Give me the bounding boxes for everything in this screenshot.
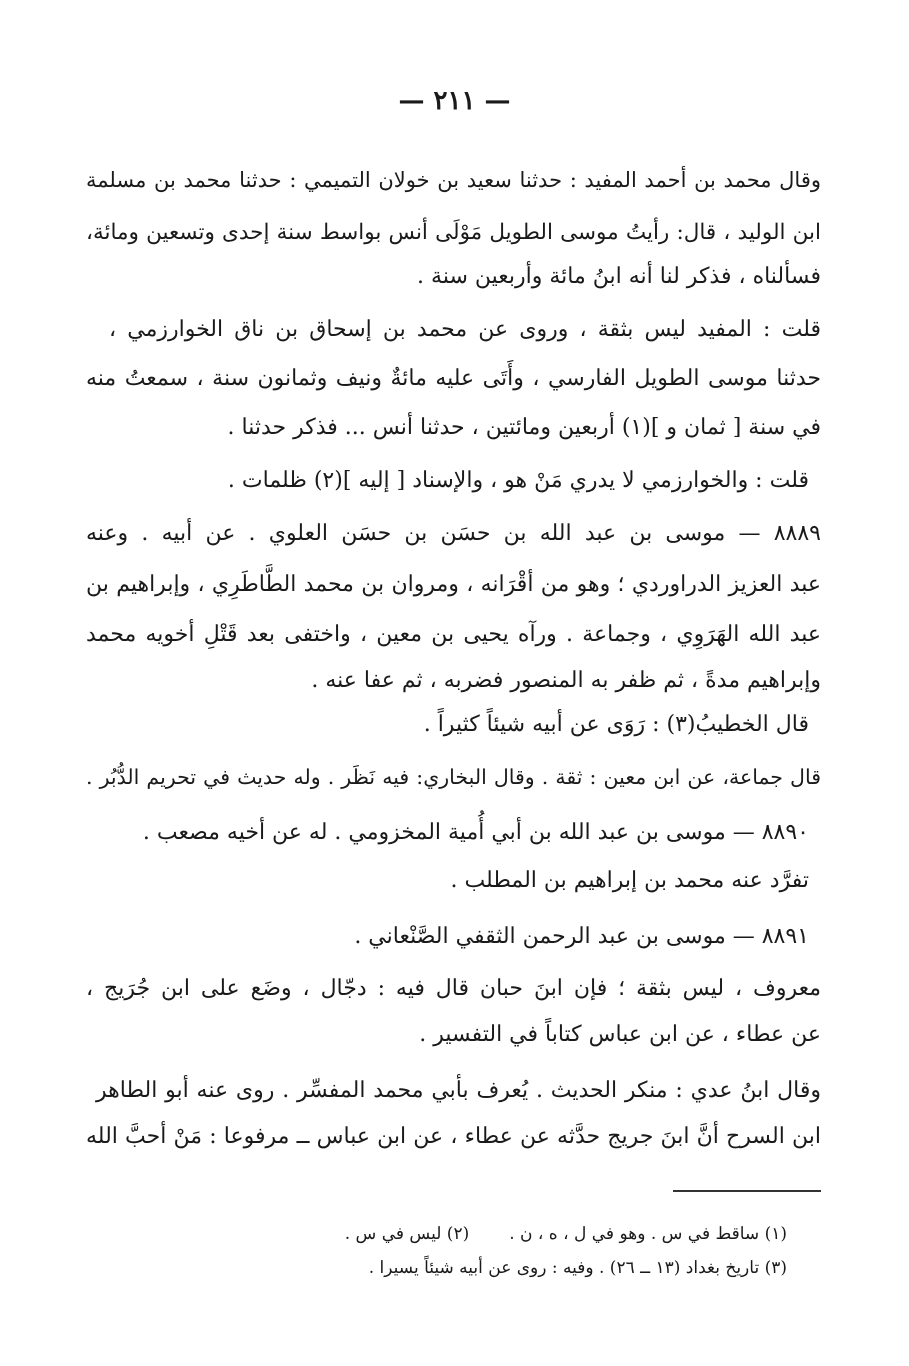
text-line-11: وإبراهيم مدةً ، ثم ظفر به المنصور فضربه ، ثم عفا عنه . — [311, 668, 821, 693]
text-line-18: عن عطاء ، عن ابن عباس كتاباً في التفسير . — [419, 1022, 821, 1047]
page-number: — ٢١١ — — [398, 86, 511, 116]
text-line-6: في سنة [ ثمان و ](١) أربعين ومائتين ، حدثنا أنس ... فذكر حدثنا . — [227, 415, 821, 440]
text-line-4: قلت : المفيد ليس بثقة ، وروى عن محمد بن إسحاق بن ناق الخوارزمي ، — [109, 317, 821, 342]
text-line-2: ابن الوليد ، قال: رأيتُ موسى الطويل مَوْلَى أنس بواسط سنة إحدى وتسعين ومائة، — [86, 220, 821, 245]
footnote-3: (٣) تاريخ بغداد (١٣ ــ ٢٦) . وفيه : روى عن أبيه شيئاً يسيرا . — [368, 1258, 787, 1278]
footnote-1: (١) ساقط في س . وهو في ل ، ه ، ن . — [509, 1224, 787, 1244]
text-line-20: ابن السرح أنَّ ابنَ جريج حدَّثه عن عطاء ، عن ابن عباس ــ مرفوعا : مَنْ أحبَّ الله — [86, 1124, 821, 1149]
text-line-12: قال الخطيبُ(٣) : رَوَى عن أبيه شيئاً كثيراً . — [423, 712, 809, 737]
footnotes-line-1 — [345, 1222, 787, 1246]
text-line-9: عبد العزيز الدراوردي ؛ وهو من أقْرَانه ، ومروان بن محمد الطَّاطَرِي ، وإبراهيم بن — [86, 572, 821, 597]
entry-8891-heading: ٨٨٩١ — موسى بن عبد الرحمن الثقفي الصَّنْعاني . — [354, 924, 809, 949]
entry-8889-heading: ٨٨٨٩ — موسى بن عبد الله بن حسَن بن حسَن العلوي . عن أبيه . وعنه — [86, 521, 821, 546]
text-line-3: فسألناه ، فذكر لنا أنه ابنُ مائة وأربعين سنة . — [417, 264, 821, 289]
text-line-7: قلت : والخوارزمي لا يدري مَنْ هو ، والإسناد [ إليه ](٢) ظلمات . — [227, 468, 809, 493]
footnote-separator — [673, 1190, 821, 1192]
text-line-17: معروف ، ليس بثقة ؛ فإن ابنَ حبان قال فيه : دجّال ، وضَع على ابن جُرَيج ، — [86, 976, 821, 1001]
text-line-5: حدثنا موسى الطويل الفارسي ، وأَتَى عليه مائةٌ ونيف وثمانون سنة ، سمعتُ منه — [86, 366, 821, 391]
text-line-1: وقال محمد بن أحمد المفيد : حدثنا سعيد بن خولان التميمي : حدثنا محمد بن مسلمة — [86, 168, 821, 192]
text-line-10: عبد الله الهَرَوِي ، وجماعة . ورآه يحيى بن معين ، واختفى بعد قَتْلِ أخويه محمد — [86, 622, 821, 647]
text-line-19: وقال ابنُ عدي : منكر الحديث . يُعرف بأبي محمد المفسِّر . روى عنه أبو الطاهر — [96, 1078, 821, 1103]
footnote-2: (٢) ليس في س . — [344, 1224, 470, 1244]
entry-8890-heading: ٨٨٩٠ — موسى بن عبد الله بن أبي أُمية المخزومي . له عن أخيه مصعب . — [142, 820, 809, 845]
text-line-15: تفرَّد عنه محمد بن إبراهيم بن المطلب . — [450, 868, 809, 893]
text-line-13: قال جماعة، عن ابن معين : ثقة . وقال البخاري: فيه نَظَر . وله حديث في تحريم الدُّبُر . — [86, 765, 821, 789]
